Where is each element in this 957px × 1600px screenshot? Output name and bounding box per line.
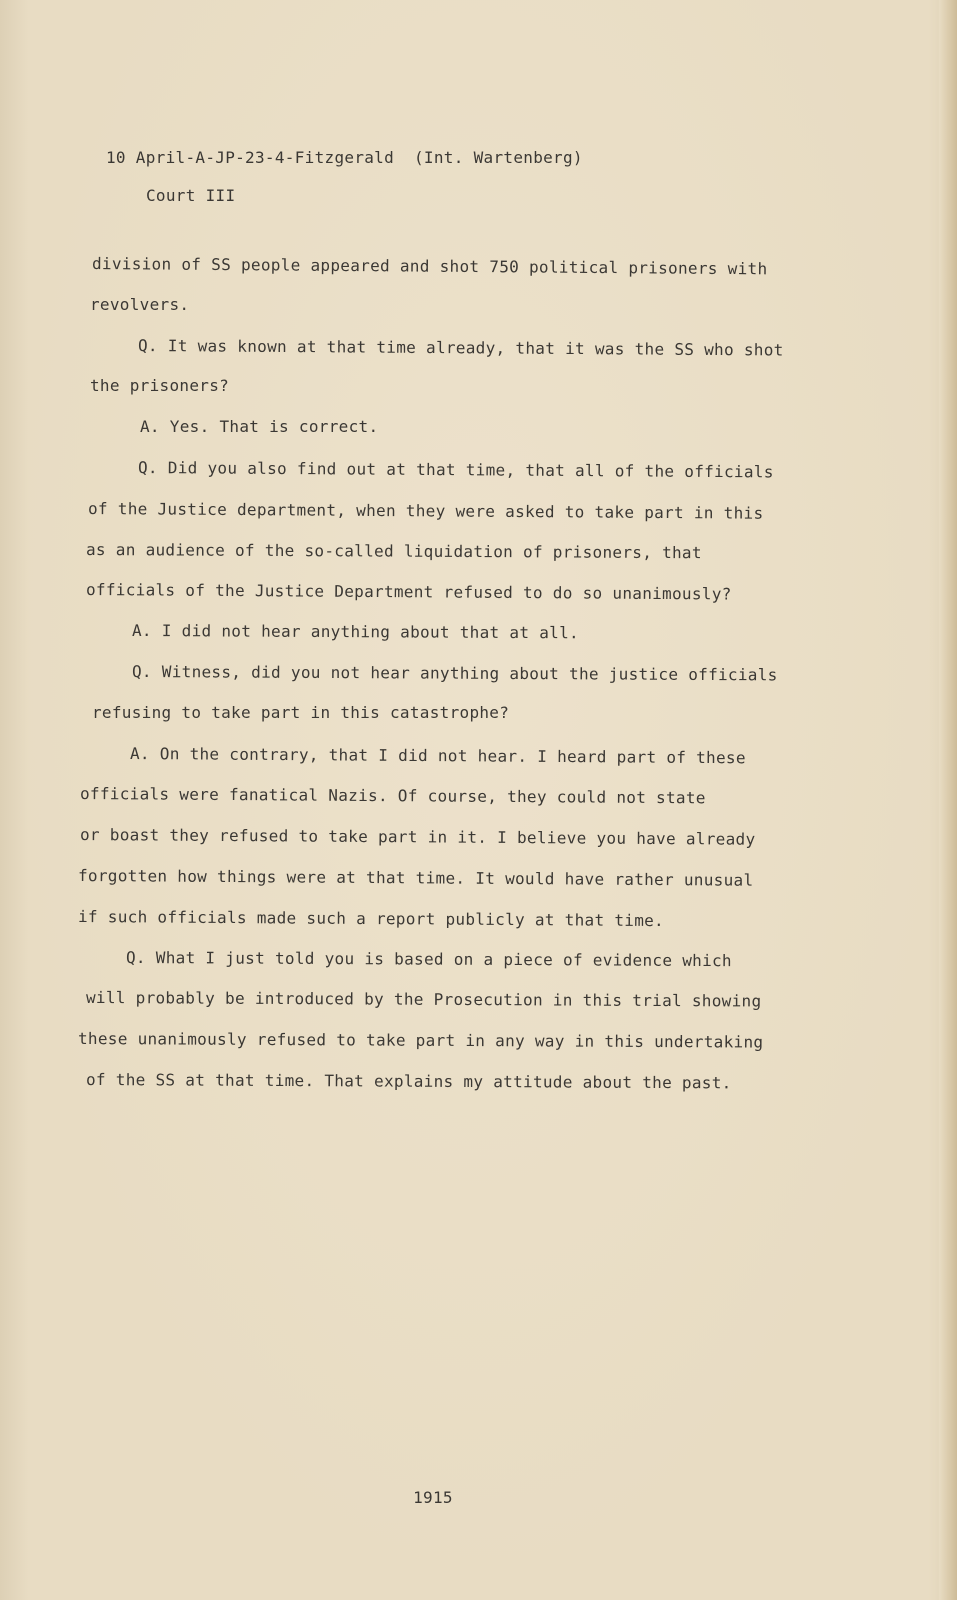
page-number: 1915 <box>413 1488 453 1507</box>
transcript-line: Q. Did you also find out at that time, that all of the officials <box>137 457 774 482</box>
transcript-line: A. Yes. That is correct. <box>140 417 379 437</box>
transcript-line: of the Justice department, when they were asked to take part in this <box>87 498 764 523</box>
header-reference-line <box>106 148 583 167</box>
page-edge <box>939 0 957 1600</box>
transcript-line: if such officials made such a report publicly at that time. <box>77 906 665 930</box>
transcript-line: officials were fanatical Nazis. Of course, they could not state <box>79 784 706 808</box>
transcript-line: forgotten how things were at that time. It would have rather unusual <box>77 865 754 890</box>
transcript-line: as an audience of the so-called liquidation of prisoners, that <box>85 539 702 562</box>
transcript-line: Q. It was known at that time already, that it was the SS who shot <box>137 335 784 360</box>
transcript-line: revolvers. <box>90 294 190 314</box>
transcript-line: refusing to take part in this catastrophe? <box>92 702 510 722</box>
transcript-line: Q. Witness, did you not hear anything about the justice officials <box>131 661 778 685</box>
transcript-line: these unanimously refused to take part in any way in this undertaking <box>77 1029 764 1052</box>
transcript-line: of the SS at that time. That explains my attitude about the past. <box>85 1069 732 1093</box>
header-interpreter: (Int. Wartenberg) <box>414 148 583 167</box>
transcript-line: Q. What I just told you is based on a piece of evidence which <box>125 947 732 970</box>
transcript-body <box>78 244 818 1101</box>
transcript-line: division of SS people appeared and shot 750 political prisoners with <box>91 254 768 279</box>
transcript-line: A. I did not hear anything about that at all. <box>131 621 580 643</box>
header-reference: 10 April-A-JP-23-4-Fitzgerald <box>106 148 395 167</box>
transcript-line: the prisoners? <box>90 376 230 396</box>
transcript-line: officials of the Justice Department refused to do so unanimously? <box>85 580 732 604</box>
transcript-line: will probably be introduced by the Prosecution in this trial showing <box>85 988 762 1011</box>
court-designation: Court III <box>146 186 236 205</box>
transcript-line: or boast they refused to take part in it. I believe you have already <box>79 825 756 849</box>
transcript-line: A. On the contrary, that I did not hear. I heard part of these <box>129 743 746 767</box>
